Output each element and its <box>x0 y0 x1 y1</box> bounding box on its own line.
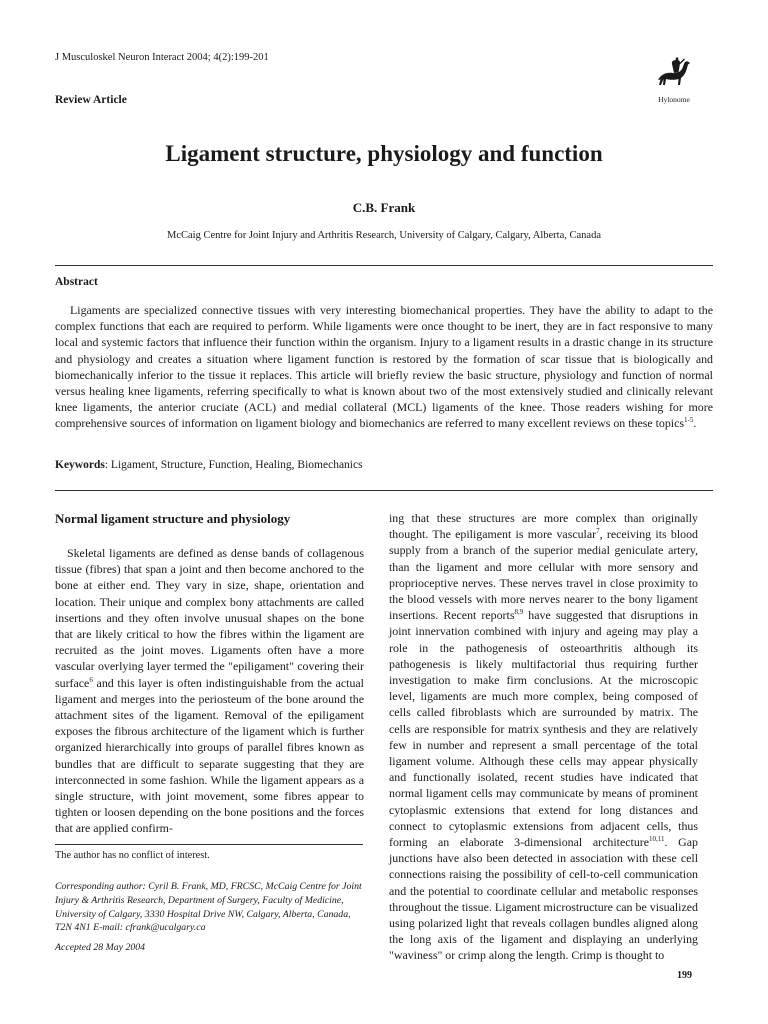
article-type: Review Article <box>55 94 127 106</box>
abstract-text: Ligaments are specialized connective tissues with very interesting biomechanical properties. They have the ability to adapt to the complex functions that each are required to perform. While ligaments were once thought to be inert, they are in fact responsive to many local and systemic factors that influence their function within the organism. Injury to a ligament results in a drastic change in its structure and physiology and creates a situation where ligament function is restored by the formation of scar tissue that is biologically and biomechanically inferior to the tissue it replaces. This article will briefly review the basic structure, physiology and function of normal versus healing knee ligaments, referring specifically to what is known about two of the most extensively studied and clinically relevant knee ligaments, the anterior cruciate (ACL) and medial collateral (MCL) ligaments of the knee. Those readers wishing for more comprehensive sources of information on ligament biology and biomechanics are referred to many excellent reviews on these topics$^{1-5}$. <box>55 303 713 431</box>
author-affiliation: McCaig Centre for Joint Injury and Arthritis Research, University of Calgary, Calgary, Alberta, Canada <box>167 230 601 241</box>
citation-ref: 1-5 <box>684 416 694 425</box>
citation-ref: 7 <box>596 527 600 536</box>
body-left-column: Skeletal ligaments are defined as dense bands of collagenous tissue (fibres) that span a joint and then become anchored to the bone at either end. They vary in size, shape, orientation and location. Their unique and complex bony attachments are called insertions and they often involve unusual shapes on the bone that are likely critical to how the fibres within the ligament are recruited as the joint moves. Ligaments often have a more vascular overlying layer termed the "epiligament" covering their surface$^6$ and this layer is often indistinguishable from the actual ligament and merges into the periosteum of the bone around the attachment sites of the ligament. Removal of the epiligament exposes the fibrous architecture of the ligament which is further organized hierarchically into groups of parallel fibres known as bundles that are difficult to separate suggesting that they are interconnected in some fashion. While the ligament appears as a single structure, with joint movement, some fibres appear to tighten or loosen depending on the bone positions and the forces that are applied confirm- <box>55 546 364 836</box>
page-number: 199 <box>677 970 692 981</box>
corresponding-author: Corresponding author: Cyril B. Frank, MD, FRCSC, McCaig Centre for Joint Injury & Arthritis Research, Department of Surgery, Faculty of Medicine, University of Calgary, 3330 Hospital Drive NW, Calgary, Alberta, Canada, T2N 4N1 E-mail: cfrank@ucalgary.ca <box>55 881 362 934</box>
conflict-statement: The author has no conflict of interest. <box>55 850 210 861</box>
citation-ref: 6 <box>89 675 93 684</box>
citation-ref: 10,11 <box>649 835 665 844</box>
accepted-date: Accepted 28 May 2004 <box>55 942 146 953</box>
logo-label: Hylonome <box>658 95 690 104</box>
author-name: C.B. Frank <box>352 200 416 215</box>
keywords <box>55 459 363 471</box>
footnote-divider <box>55 844 363 845</box>
centaur-logo-icon <box>653 52 695 94</box>
citation-ref: 8,9 <box>514 608 524 617</box>
keywords-label: Keywords <box>55 459 105 471</box>
article-title: Ligament structure, physiology and function <box>165 141 603 166</box>
keywords-list: : Ligament, Structure, Function, Healing, Biomechanics <box>104 459 363 471</box>
body-right-column: ing that these structures are more complex than originally thought. The epiligament is more vascular$^7$, receiving its blood supply from a branch of the superior medial geniculate artery, than the ligament and more cellular with more sensory and proprioceptive nerves. These nerves travel in close proximity to the blood vessels with more nerves nearer to the bony ligament insertions. Recent reports$^{8,9}$ have suggested that disruptions in joint innervation combined with injury and ageing may play a role in the pathogenesis of osteoarthritis although its pathogenesis is likely multifactorial thus requiring further investigation to make firm conclusions. At the microscopic level, ligaments are much more complex, being composed of cells called fibroblasts which are surrounded by matrix. The cells are responsible for matrix synthesis and they are relatively few in number and represent a small percentage of the total ligament volume. Although these cells may appear physically and functionally isolated, recent studies have indicated that normal ligament cells may communicate by means of prominent cytoplasmic extensions that extend for long distances and connect to cytoplasmic extensions from adjacent cells, thus forming an elaborate 3-dimensional architecture$^{10,11}$. Gap junctions have also been detected in association with these cell connections raising the possibility of cell-to-cell communication and the potential to coordinate cellular and metabolic responses throughout the tissue. Ligament microstructure can be visualized using polarized light that reveals collagen bundles aligned along the long axis of the ligament and displaying an underlying "waviness" or crimp along the length. Crimp is thought to <box>389 511 698 963</box>
header-divider <box>55 265 713 266</box>
journal-logo <box>648 52 700 104</box>
abstract-heading: Abstract <box>55 276 98 288</box>
journal-citation: J Musculoskel Neuron Interact 2004; 4(2):199-201 <box>55 52 269 63</box>
section-heading: Normal ligament structure and physiology <box>55 511 291 526</box>
abstract-divider <box>55 490 713 491</box>
